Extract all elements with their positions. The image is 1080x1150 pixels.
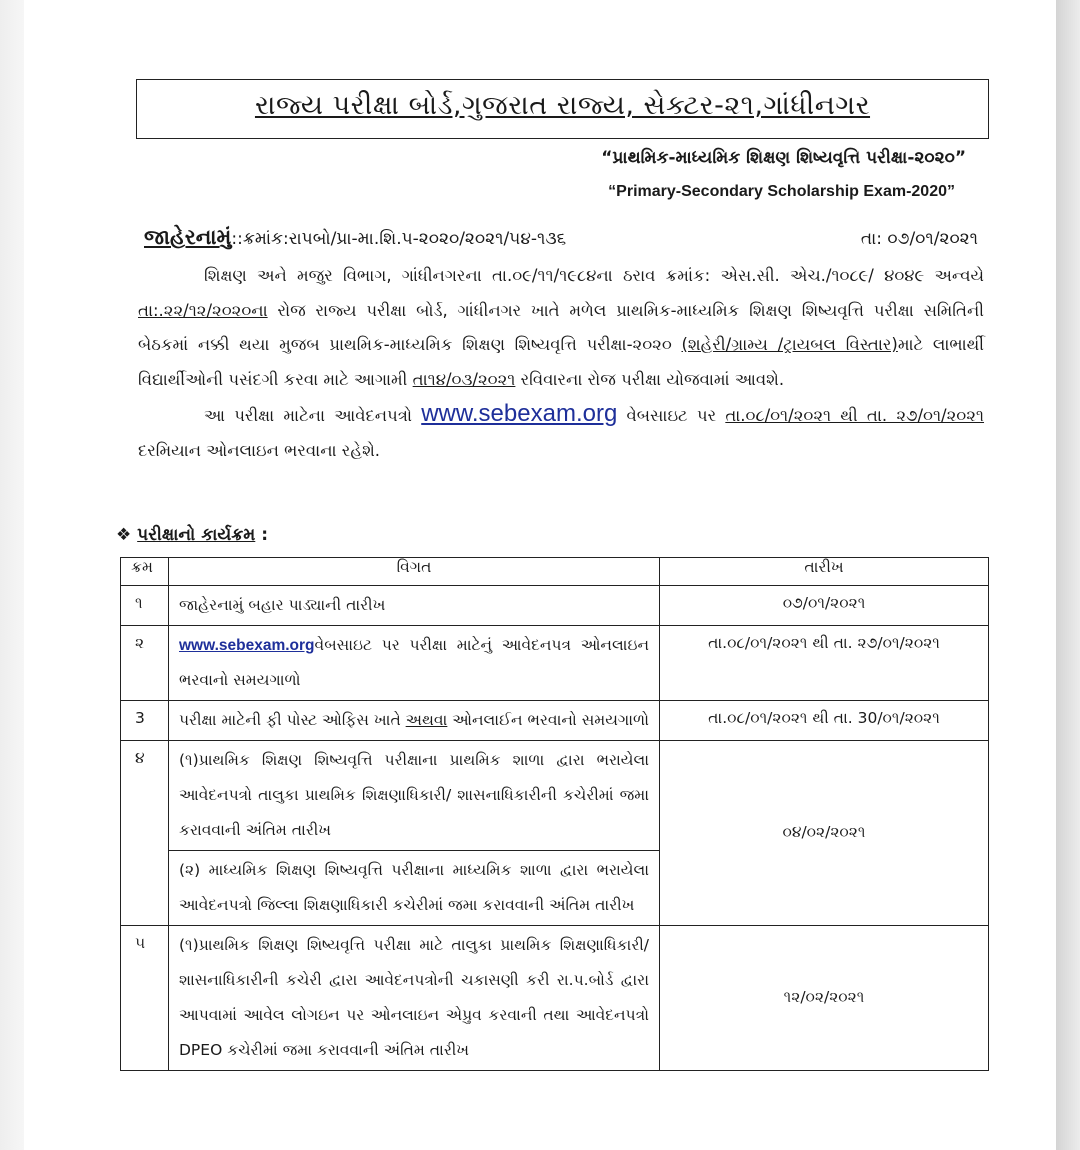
row-date: તા.૦૮/૦૧/૨૦૨૧ થી તા. 30/૦૧/૨૦૨૧ [660, 701, 989, 741]
website-link[interactable]: www.sebexam.org [421, 400, 618, 427]
header-date: તારીખ [660, 558, 989, 586]
p1-area: (શહેરી/ગ્રામ્ય /ટ્રાયબલ વિસ્તાર) [681, 335, 898, 354]
board-title-box [136, 79, 989, 139]
schedule-table [120, 557, 989, 1071]
row-date: ૦૪/૦૨/૨૦૨૧ [660, 741, 989, 926]
header-no: ક્રમ [121, 558, 169, 586]
schedule-title: પરીક્ષાનો કાર્યક્રમ [137, 525, 256, 545]
header-detail: વિગત [169, 558, 660, 586]
p1-text-c: માટે લાભાર્થી વિદ્યાર્થીઓની પસંદગી કરવા માટે આગામી [138, 335, 984, 389]
p1-exam-date: તા૧૪/૦૩/૨૦૨૧ [412, 369, 516, 389]
row-date: ૦૭/૦૧/૨૦૨૧ [660, 586, 989, 626]
p2-date-range: તા.૦૮/૦૧/૨૦૨૧ થી તા. ૨૭/૦૧/૨૦૨૧ [725, 406, 985, 425]
row-detail-primary: (૧)પ્રાથમિક શિક્ષણ શિષ્યવૃત્તિ પરીક્ષાના પ્રાથમિક શાળા દ્વારા ભરાયેલા આવેદનપત્રો તાલુકા પ્રાથમિક શિક્ષણાધિકારી/ શાસનાધિકારીની કચેરીમાં જમા કરાવવાની અંતિમ તારીખ [169, 741, 660, 851]
paragraph-2 [138, 397, 984, 468]
notice-label: જાહેરનામું [144, 225, 232, 249]
document-page [24, 0, 1056, 1150]
row-detail [169, 701, 660, 741]
page-edge-shadow [1056, 0, 1080, 1150]
website-link[interactable]: www.sebexam.org [179, 637, 315, 654]
table-row [121, 701, 989, 741]
table-row [121, 741, 989, 851]
p1-meeting-date: તા:.૨૨/૧૨/૨૦૨૦ના [138, 300, 268, 320]
p1-text-d: રવિવારના રોજ પરીક્ષા યોજવામાં આવશે. [515, 369, 785, 389]
exam-title-gujarati: “પ્રાથમિક-માધ્યમિક શિક્ષણ શિષ્યવૃત્તિ પરીક્ષા-૨૦૨૦” [601, 148, 966, 168]
row-detail: (૧)પ્રાથમિક શિક્ષણ શિષ્યવૃત્તિ પરીક્ષા માટે તાલુકા પ્રાથમિક શિક્ષણાધિકારી/શાસનાધિકારીની કચેરી દ્વારા આવેદનપત્રોની ચકાસણી કરી રા.પ.બોર્ડ દ્વારા આપવામાં આવેલ લોગઇન પર ઓનલાઇન એપ્રુવ કરવાની તથા આવેદનપત્રો DPEO કચેરીમાં જમા કરાવવાની અંતિમ તારીખ [169, 926, 660, 1071]
schedule-heading [116, 525, 268, 545]
p2-text-b: વેબસાઇટ પર [617, 406, 726, 425]
p1-text-b: રોજ રાજ્ય પરીક્ષા બોર્ડ, ગાંધીનગર ખાતે મળેલ પ્રાથમિક-માધ્યમિક શિક્ષણ શિષ્યવૃત્તિ પરીક્ષા સમિતિની બેઠકમાં નક્કી થયા મુજબ પ્રાથમિક-માધ્યમિક શિક્ષણ શિષ્યવૃત્તિ પરીક્ષા-૨૦૨૦ [138, 300, 984, 354]
row-no: ૪ [121, 741, 169, 926]
schedule-colon: : [255, 525, 269, 545]
row-detail-text-a: પરીક્ષા માટેની ફી પોસ્ટ ઓફિસ ખાતે [179, 711, 406, 729]
table-row [121, 626, 989, 701]
notice-number: ::ક્રમાંક:રાપબો/પ્રા-મા.શિ.પ-૨૦૨૦/૨૦૨૧/૫૪-૧૩૬ [231, 229, 567, 249]
p1-text-a: શિક્ષણ અને મજુર વિભાગ, ગાંધીનગરના તા.૦૯/૧૧/૧૯૮૪ના ઠરાવ ક્રમાંક: એસ.સી. એચ./૧૦૮૯/ ૪૦૪૯ અન્વયે [204, 266, 984, 285]
board-title: રાજ્ય પરીક્ષા બોર્ડ,ગુજરાત રાજ્ય, સેક્ટર-૨૧,ગાંધીનગર [254, 90, 871, 121]
row-detail-emphasis: અથવા [405, 711, 448, 729]
row-detail-secondary: (૨) માધ્યમિક શિક્ષણ શિષ્યવૃત્તિ પરીક્ષાના માધ્યમિક શાળા દ્વારા ભરાયેલા આવેદનપત્રો જિલ્લા શિક્ષણાધિકારી કચેરીમાં જમા કરાવવાની અંતિમ તારીખ [169, 851, 660, 926]
row-no: ૫ [121, 926, 169, 1071]
row-detail-text: વેબસાઇટ પર પરીક્ષા માટેનું આવેદનપત્ર ઓનલાઇન ભરવાનો સમયગાળો [179, 636, 649, 689]
table-row [121, 586, 989, 626]
row-date: તા.૦૮/૦૧/૨૦૨૧ થી તા. ૨૭/૦૧/૨૦૨૧ [660, 626, 989, 701]
row-detail-text-b: ઓનલાઈન ભરવાનો સમયગાળો [447, 711, 649, 729]
notice-reference-line [144, 225, 984, 250]
row-no: 3 [121, 701, 169, 741]
paragraph-1 [138, 259, 984, 397]
notice-date: તા: ૦૭/૦૧/૨૦૨૧ [860, 229, 978, 249]
page-margin-left [0, 0, 24, 1150]
row-date: ૧૨/૦૨/૨૦૨૧ [660, 926, 989, 1071]
table-row [121, 926, 989, 1071]
notice-body [138, 259, 984, 468]
table-header-row [121, 558, 989, 586]
row-no: ૨ [121, 626, 169, 701]
row-detail: જાહેરનામું બહાર પાડ્યાની તારીખ [169, 586, 660, 626]
row-detail [169, 626, 660, 701]
row-no: ૧ [121, 586, 169, 626]
exam-title-english: “Primary-Secondary Scholarship Exam-2020” [608, 183, 955, 200]
p2-text-a: આ પરીક્ષા માટેના આવેદનપત્રો [204, 406, 422, 425]
diamond-bullet-icon: ❖ [116, 525, 132, 545]
p2-text-c: દરમિયાન ઓનલાઇન ભરવાના રહેશે. [138, 440, 381, 460]
